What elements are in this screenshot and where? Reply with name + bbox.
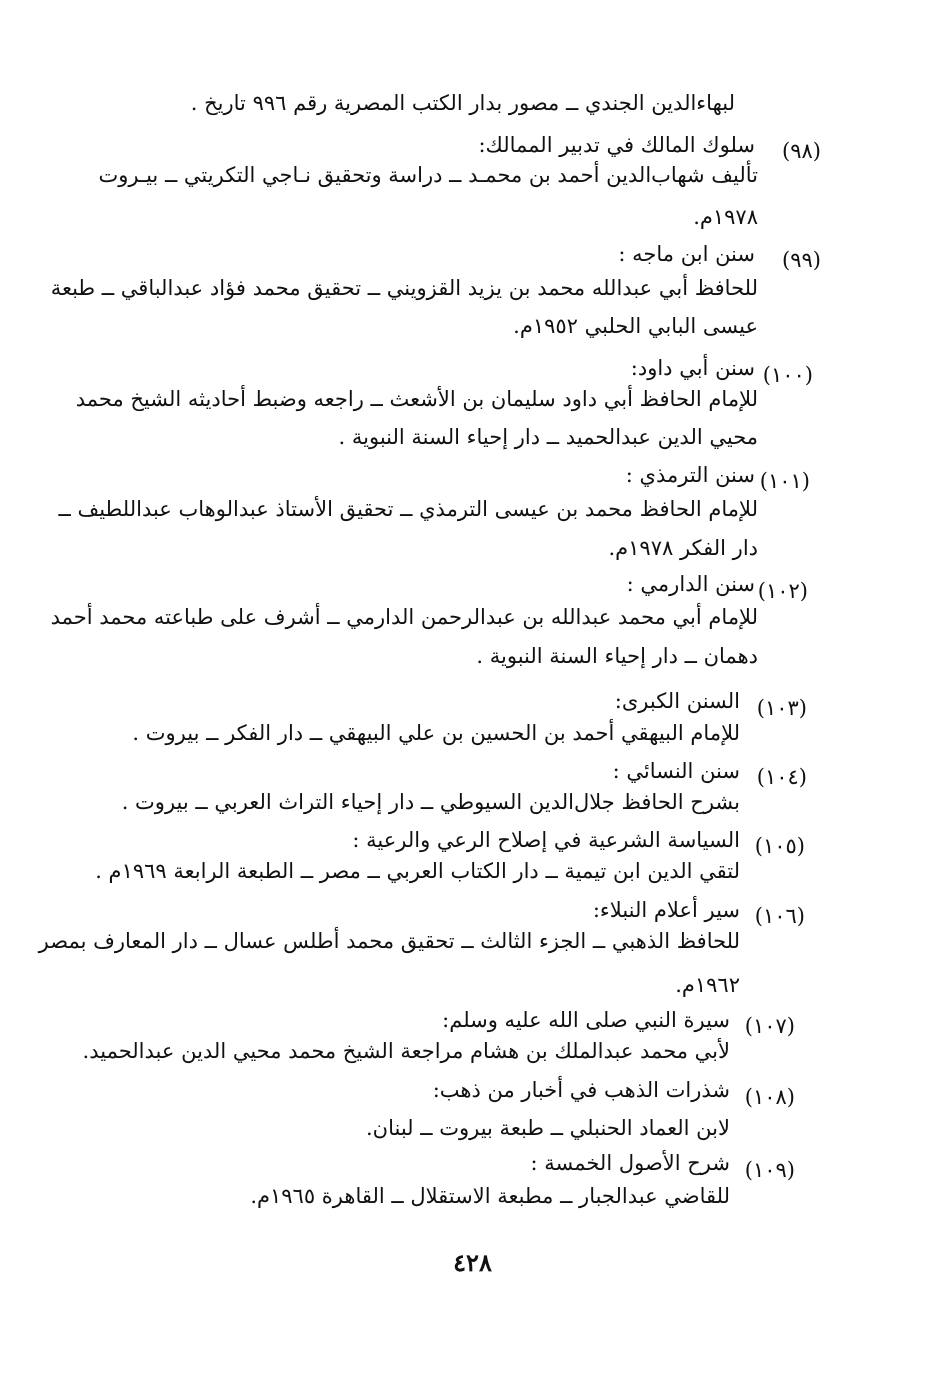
entry-105-number: (١٠٥) [754, 834, 805, 858]
entry-109-line-1: للقاضي عبدالجبار ــ مطبعة الاستقلال ــ القاهرة ١٩٦٥م. [250, 1184, 730, 1208]
entry-104-line-1: بشرح الحافظ جلال‌الدين السيوطي ــ دار إحياء التراث العربي ــ بيروت . [121, 790, 740, 814]
entry-108-title: شذرات الذهب في أخبار من ذهب: [432, 1078, 730, 1102]
entry-109-title: شرح الأصول الخمسة : [530, 1151, 730, 1175]
entry-103-number: (١٠٣) [756, 696, 807, 720]
entry-102-title: سنن الدارمي : [626, 572, 755, 596]
entry-102-line-1: للإمام أبي محمد عبدالله بن عبدالرحمن الدارمي ــ أشرف على طباعته محمد أحمد [50, 605, 758, 629]
entry-104-title: سنن النسائي : [612, 759, 740, 783]
continuation-line: لبهاءالدين الجندي ــ مصور بدار الكتب المصرية رقم ٩٩٦ تاريخ . [190, 91, 735, 115]
entry-99-line-1: للحافظ أبي عبدالله محمد بن يزيد القزويني ــ تحقيق محمد فؤاد عبدالباقي ــ طبعة [50, 276, 758, 300]
entry-99-title: سنن ابن ماجه : [618, 242, 755, 266]
entry-100-title: سنن أبي داود: [630, 356, 755, 380]
entry-106-line-1: للحافظ الذهبي ــ الجزء الثالث ــ تحقيق محمد أطلس عسال ــ دار المعارف بمصر [38, 929, 740, 953]
entry-100-line-1: للإمام الحافظ أبي داود سليمان بن الأشعث ــ راجعه وضبط أحاديثه الشيخ محمد [75, 387, 758, 411]
entry-105-line-1: لتقي الدين ابن تيمية ــ دار الكتاب العربي ــ مصر ــ الطبعة الرابعة ١٩٦٩م . [95, 859, 740, 883]
entry-109-number: (١٠٩) [744, 1158, 795, 1182]
entry-100-line-2: محيي الدين عبدالحميد ــ دار إحياء السنة النبوية . [338, 425, 758, 449]
entry-98-line-1: تأليف شهاب‌الدين أحمد بن محمـد ــ دراسة وتحقيق نـاجي التكريتي ــ بيـروت [98, 163, 758, 187]
entry-99-line-2: عيسى البابي الحلبي ١٩٥٢م. [513, 314, 758, 338]
entry-101-line-1: للإمام الحافظ محمد بن عيسى الترمذي ــ تحقيق الأستاذ عبدالوهاب عبداللطيف ــ [58, 497, 758, 521]
entry-108-line-1: لابن العماد الحنبلي ــ طبعة بيروت ــ لبنان. [365, 1116, 730, 1140]
entry-100-number: (١٠٠) [762, 363, 813, 387]
entry-106-number: (١٠٦) [754, 904, 805, 928]
entry-107-title: سيرة النبي صلى الله عليه وسلم: [442, 1008, 730, 1032]
entry-98-number: (٩٨) [782, 139, 821, 163]
entry-101-title: سنن الترمذي : [625, 463, 755, 487]
entry-103-title: السنن الكبرى: [614, 689, 740, 713]
entry-106-line-2: ١٩٦٢م. [675, 973, 740, 997]
page-number: ٤٢٨ [453, 1248, 492, 1277]
entry-98-line-2: ١٩٧٨م. [693, 205, 758, 229]
entry-108-number: (١٠٨) [744, 1085, 795, 1109]
entry-104-number: (١٠٤) [756, 765, 807, 789]
entry-99-number: (٩٩) [782, 248, 821, 272]
entry-105-title: السياسة الشرعية في إصلاح الرعي والرعية : [352, 828, 740, 852]
entry-106-title: سير أعلام النبلاء: [592, 898, 740, 922]
entry-102-line-2: دهمان ــ دار إحياء السنة النبوية . [476, 644, 758, 668]
entry-107-line-1: لأبي محمد عبدالملك بن هشام مراجعة الشيخ محمد محيي الدين عبدالحميد. [82, 1039, 730, 1063]
entry-101-number: (١٠١) [759, 469, 810, 493]
entry-101-line-2: دار الفكر ١٩٧٨م. [608, 536, 758, 560]
entry-103-line-1: للإمام البيهقي أحمد بن الحسين بن علي البيهقي ــ دار الفكر ــ بيروت . [132, 721, 740, 745]
entry-102-number: (١٠٢) [757, 579, 808, 603]
entry-107-number: (١٠٧) [744, 1014, 795, 1038]
entry-98-title: سلوك المالك في تدبير الممالك: [478, 133, 755, 157]
